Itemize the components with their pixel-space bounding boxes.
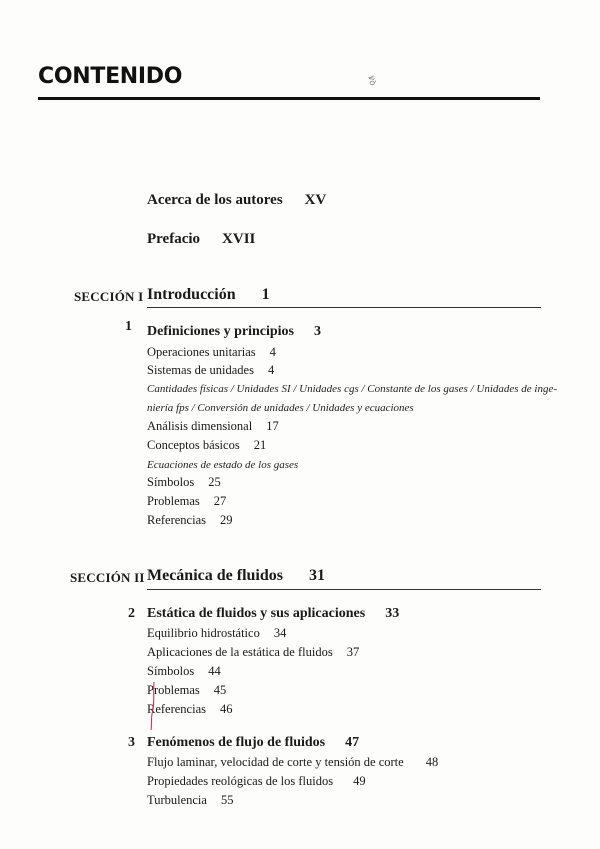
toc-entry[interactable] [147,475,221,490]
pen-stroke-annotation [148,680,158,732]
toc-entry[interactable] [147,702,233,717]
toc-entry-page: 45 [213,683,227,697]
toc-entry-page: 46 [220,702,233,716]
section-title: Introducción [147,286,236,303]
toc-entry-text: Símbolos [147,475,195,489]
toc-entry-page: 4 [269,345,276,359]
toc-entry-page: 29 [220,513,233,527]
section-page: 1 [261,286,270,303]
margin-handwritten-mark: ꝟꝺ [366,74,379,87]
toc-entry-text: Equilibrio hidrostático [147,626,260,640]
toc-front-title: Acerca de los autores [147,192,283,208]
section-page: 31 [309,567,325,584]
toc-entry-text: Conceptos básicos [147,438,240,452]
toc-entry[interactable] [147,645,359,660]
chapter-page: 47 [345,735,360,750]
toc-entry[interactable] [147,419,279,434]
toc-entry-page: 17 [266,419,279,433]
toc-entry-text: Aplicaciones de la estática de fluidos [147,645,333,659]
section-heading[interactable] [147,567,325,585]
toc-entry[interactable] [147,774,366,789]
toc-entry[interactable] [147,683,226,698]
toc-entry-page: 37 [346,645,360,659]
toc-entry-page: 55 [220,793,234,807]
toc-entry[interactable] [147,793,233,808]
toc-entry[interactable] [147,664,221,679]
chapter-page: 3 [314,324,322,339]
toc-entry-page: 49 [353,774,366,788]
toc-front-title: Prefacio [147,231,201,247]
toc-entry[interactable] [147,363,274,378]
page-title: CONTENIDO [38,64,183,89]
section-rule [147,307,541,308]
toc-entry-text: Referencias [147,513,206,527]
toc-entry-text: Turbulencia [147,793,207,807]
toc-entry[interactable] [147,494,226,509]
chapter-page: 33 [385,606,400,621]
toc-subtopics: Ecuaciones de estado de los gases [147,459,299,471]
toc-subtopics: niería fps / Conversión de unidades / Unidades y ecuaciones [147,402,414,414]
toc-entry-text: Análisis dimensional [147,419,253,433]
toc-entry-page: 48 [425,755,439,769]
toc-entry[interactable] [147,438,266,453]
chapter-title: Fenómenos de flujo de fluidos [147,735,326,750]
toc-entry[interactable] [147,626,286,641]
section-title: Mecánica de fluidos [147,567,283,584]
chapter-number: 3 [128,735,135,750]
chapter-heading[interactable] [147,735,359,751]
toc-entry-text: Referencias [147,702,206,716]
chapter-number: 1 [125,319,132,334]
section-label: SECCIÓN II [70,570,145,585]
toc-entry-text: Símbolos [147,664,195,678]
toc-entry-page: 4 [267,363,275,377]
chapter-title: Definiciones y principios [147,324,295,339]
toc-entry[interactable] [147,513,233,528]
chapter-number: 2 [128,606,135,621]
toc-front-item-authors[interactable] [147,192,326,209]
chapter-heading[interactable] [147,606,399,622]
toc-entry-text: Sistemas de unidades [147,363,254,377]
toc-subtopics: Cantidades físicas / Unidades SI / Unidades cgs / Constante de los gases / Unidades de inge- [147,383,558,395]
toc-front-page: XVII [222,231,256,247]
toc-entry-page: 27 [213,494,227,508]
chapter-title: Estática de fluidos y sus aplicaciones [147,606,366,621]
toc-entry-text: Propiedades reológicas de los fluidos [147,774,334,788]
toc-entry-page: 21 [253,438,267,452]
section-label: SECCIÓN I [74,289,144,304]
toc-entry-text: Operaciones unitarias [147,345,256,359]
title-rule [38,97,540,100]
toc-entry-page: 34 [273,626,287,640]
toc-entry-page: 25 [208,475,221,489]
toc-entry[interactable] [147,345,276,360]
toc-entry-text: Problemas [147,494,200,508]
toc-entry[interactable] [147,755,438,770]
chapter-heading[interactable] [147,324,321,340]
toc-entry-text: Problemas [147,683,200,697]
section-rule [147,589,541,590]
toc-front-item-preface[interactable] [147,231,255,248]
toc-front-page: XV [304,192,327,208]
toc-entry-page: 44 [208,664,221,678]
toc-entry-text: Flujo laminar, velocidad de corte y tensión de corte [147,755,404,769]
section-heading[interactable] [147,286,270,304]
